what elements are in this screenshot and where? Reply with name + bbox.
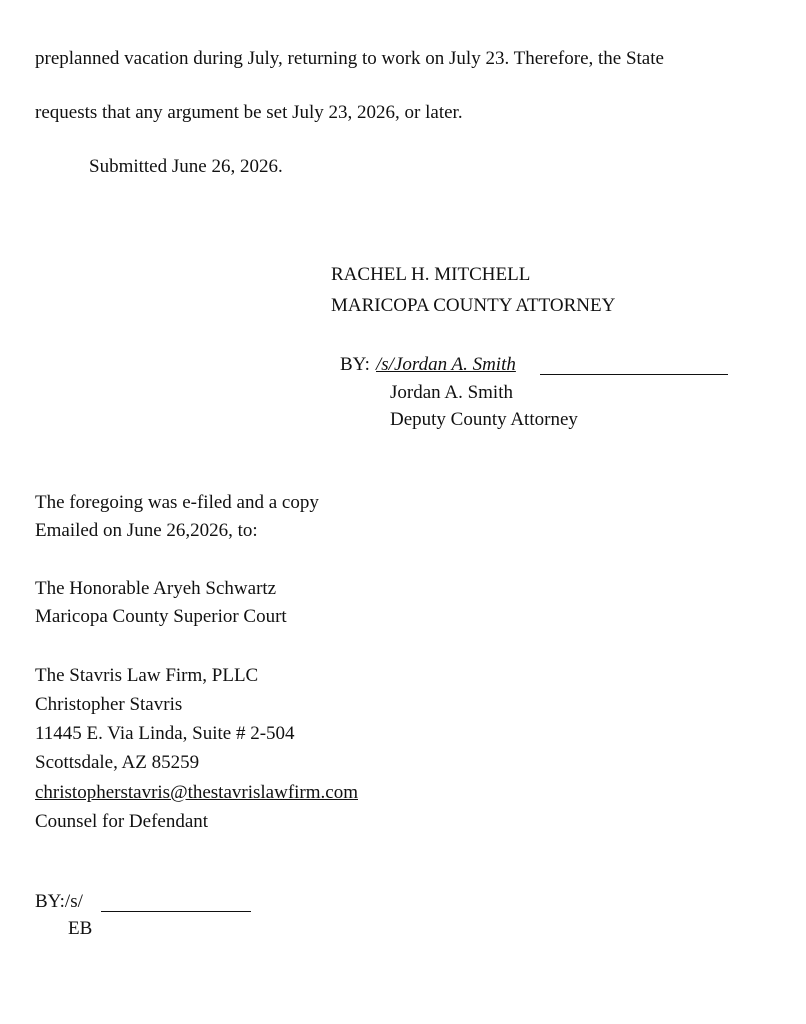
recipient-2-address-1: 11445 E. Via Linda, Suite # 2-504 bbox=[35, 723, 295, 744]
recipient-1-line-1: The Honorable Aryeh Schwartz bbox=[35, 578, 277, 599]
recipient-2-role: Counsel for Defendant bbox=[35, 811, 209, 832]
attorney-office: MARICOPA COUNTY ATTORNEY bbox=[331, 295, 616, 316]
clerk-signature-rule bbox=[101, 911, 251, 912]
service-intro-line-2: Emailed on June 26,2026, to: bbox=[35, 520, 258, 541]
clerk-initials: EB bbox=[68, 918, 93, 939]
recipient-2-firm: The Stavris Law Firm, PLLC bbox=[35, 665, 259, 686]
signature-by-label: BY: bbox=[340, 354, 370, 375]
submitted-date: Submitted June 26, 2026. bbox=[89, 156, 283, 177]
clerk-by-label: BY:/s/ bbox=[35, 891, 83, 912]
service-intro-line-1: The foregoing was e-filed and a copy bbox=[35, 492, 319, 513]
recipient-2-name: Christopher Stavris bbox=[35, 694, 183, 715]
signature-line: /s/Jordan A. Smith bbox=[376, 354, 516, 375]
signer-name: Jordan A. Smith bbox=[390, 382, 513, 403]
recipient-1-line-2: Maricopa County Superior Court bbox=[35, 606, 287, 627]
recipient-2-address-2: Scottsdale, AZ 85259 bbox=[35, 752, 200, 773]
body-line-1: preplanned vacation during July, returning to work on July 23. Therefore, the State bbox=[35, 48, 664, 69]
recipient-2-email-link[interactable]: christopherstavris@thestavrislawfirm.com bbox=[35, 782, 358, 803]
signer-title: Deputy County Attorney bbox=[390, 409, 578, 430]
body-line-2: requests that any argument be set July 23, 2026, or later. bbox=[35, 102, 463, 123]
signature-rule bbox=[540, 374, 728, 375]
attorney-name: RACHEL H. MITCHELL bbox=[331, 264, 531, 285]
